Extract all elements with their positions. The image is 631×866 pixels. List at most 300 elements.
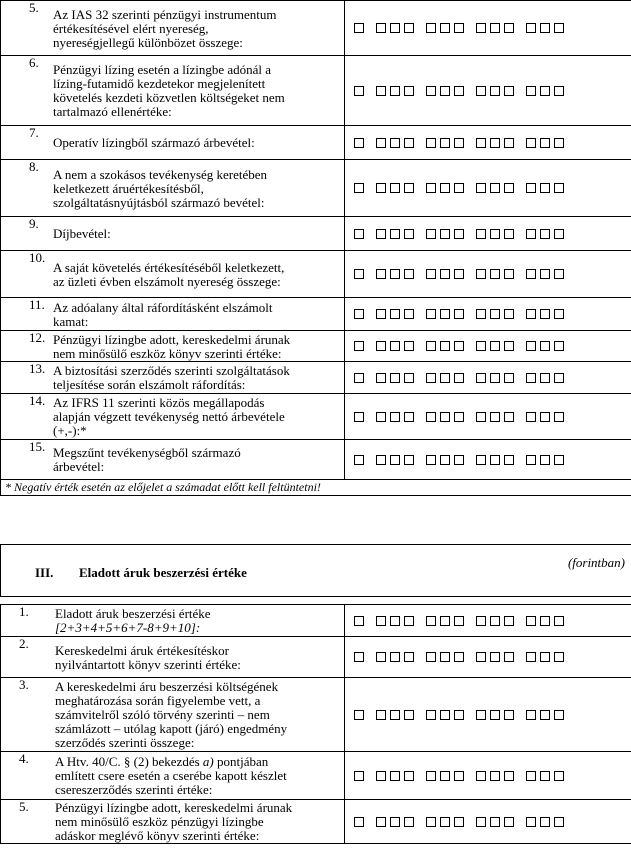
row-label: [1, 440, 345, 480]
digit-box[interactable]: [490, 23, 500, 33]
digit-box[interactable]: [554, 341, 564, 351]
digit-box[interactable]: [554, 269, 564, 279]
digit-box[interactable]: [540, 23, 550, 33]
row-text-line: meghatározása során figyelembe vett, a: [55, 693, 261, 708]
row-label: [1, 126, 345, 160]
section-number: III.: [35, 565, 54, 580]
row-text-line: szerződés szerinti összege:: [55, 735, 195, 750]
amount-boxes[interactable]: [345, 331, 631, 362]
digit-box[interactable]: [376, 138, 386, 148]
digit-box[interactable]: [554, 710, 564, 720]
amount-boxes[interactable]: [345, 126, 631, 160]
amount-boxes[interactable]: [345, 56, 631, 126]
row-text-line: A Htv. 40/C. § (2) bekezdés a) pontjában: [55, 754, 269, 769]
digit-box[interactable]: [504, 455, 514, 465]
row-text-line: követelés kezdeti közvetlen költségeket nem: [53, 90, 285, 105]
digit-box[interactable]: [540, 183, 550, 193]
digit-box[interactable]: [404, 455, 414, 465]
digit-box[interactable]: [390, 455, 400, 465]
amount-boxes[interactable]: [345, 1, 631, 56]
digit-box[interactable]: [476, 652, 486, 662]
digit-box[interactable]: [476, 817, 486, 827]
digit-box[interactable]: [526, 229, 536, 239]
digit-box[interactable]: [504, 616, 514, 626]
row-text-line: nem minősülő eszköz pénzügyi lízingbe: [55, 814, 264, 829]
digit-box[interactable]: [426, 412, 436, 422]
digit-box[interactable]: [354, 771, 364, 781]
digit-box[interactable]: [404, 373, 414, 383]
digit-box[interactable]: [476, 86, 486, 96]
row-label: [1, 251, 345, 298]
digit-box[interactable]: [376, 412, 386, 422]
row-number: 1.: [19, 604, 29, 619]
digit-box[interactable]: [554, 309, 564, 319]
digit-box[interactable]: [490, 373, 500, 383]
form-row: [1, 126, 631, 160]
digit-box[interactable]: [376, 229, 386, 239]
digit-box[interactable]: [476, 229, 486, 239]
digit-box[interactable]: [526, 86, 536, 96]
digit-box[interactable]: [526, 309, 536, 319]
amount-boxes[interactable]: [345, 251, 631, 298]
digit-box[interactable]: [476, 771, 486, 781]
row-label: [1, 394, 345, 440]
digit-box[interactable]: [440, 373, 450, 383]
digit-box[interactable]: [540, 616, 550, 626]
digit-box[interactable]: [504, 183, 514, 193]
row-text-line: Pénzügyi lízingbe adott, kereskedelmi árunak: [55, 800, 293, 815]
digit-box[interactable]: [404, 86, 414, 96]
digit-box[interactable]: [526, 652, 536, 662]
digit-box[interactable]: [390, 86, 400, 96]
digit-box[interactable]: [540, 229, 550, 239]
digit-box[interactable]: [490, 86, 500, 96]
digit-box[interactable]: [490, 269, 500, 279]
digit-box[interactable]: [504, 138, 514, 148]
digit-box[interactable]: [404, 269, 414, 279]
digit-box[interactable]: [426, 455, 436, 465]
digit-box[interactable]: [526, 269, 536, 279]
digit-box[interactable]: [426, 652, 436, 662]
digit-box[interactable]: [454, 23, 464, 33]
amount-boxes[interactable]: [345, 440, 631, 480]
digit-box[interactable]: [526, 771, 536, 781]
row-number: 12.: [29, 330, 46, 345]
digit-box[interactable]: [540, 455, 550, 465]
digit-box[interactable]: [390, 309, 400, 319]
digit-box[interactable]: [390, 710, 400, 720]
row-text-line: Az IAS 32 szerinti pénzügyi instrumentum: [53, 6, 277, 22]
amount-boxes[interactable]: [345, 678, 631, 752]
row-text-line: kamat:: [53, 313, 89, 329]
amount-boxes[interactable]: [345, 605, 631, 637]
digit-box[interactable]: [526, 710, 536, 720]
digit-box[interactable]: [426, 229, 436, 239]
row-number: 5.: [29, 0, 39, 15]
digit-box[interactable]: [526, 455, 536, 465]
digit-box[interactable]: [490, 771, 500, 781]
digit-box[interactable]: [540, 341, 550, 351]
digit-box[interactable]: [390, 373, 400, 383]
digit-box[interactable]: [354, 652, 364, 662]
digit-box[interactable]: [390, 341, 400, 351]
digit-box[interactable]: [404, 183, 414, 193]
digit-box[interactable]: [376, 455, 386, 465]
digit-box[interactable]: [490, 817, 500, 827]
form-row: [1, 440, 631, 480]
digit-box[interactable]: [426, 183, 436, 193]
digit-box[interactable]: [440, 269, 450, 279]
digit-box[interactable]: [426, 309, 436, 319]
digit-box[interactable]: [354, 817, 364, 827]
digit-box[interactable]: [354, 86, 364, 96]
row-text-line: árbevétel:: [53, 459, 105, 474]
form-row: [1, 56, 631, 126]
digit-box[interactable]: [454, 455, 464, 465]
digit-box[interactable]: [376, 373, 386, 383]
digit-box[interactable]: [540, 269, 550, 279]
form-row: [1, 678, 631, 752]
digit-box[interactable]: [526, 373, 536, 383]
digit-box[interactable]: [490, 412, 500, 422]
digit-box[interactable]: [376, 616, 386, 626]
digit-box[interactable]: [476, 455, 486, 465]
digit-box[interactable]: [440, 616, 450, 626]
row-text-line: adáskor meglévő könyv szerinti értéke:: [55, 828, 260, 843]
digit-box[interactable]: [440, 455, 450, 465]
digit-box[interactable]: [526, 817, 536, 827]
form-row: [1, 251, 631, 298]
spacer: [1, 597, 631, 605]
digit-box[interactable]: [540, 138, 550, 148]
digit-box[interactable]: [354, 138, 364, 148]
digit-box[interactable]: [404, 341, 414, 351]
digit-box[interactable]: [554, 455, 564, 465]
digit-box[interactable]: [504, 771, 514, 781]
digit-box[interactable]: [404, 23, 414, 33]
digit-box[interactable]: [476, 23, 486, 33]
digit-box[interactable]: [376, 341, 386, 351]
row-text-line: tartalmazó ellenértéke:: [53, 104, 172, 119]
row-text-line: lízing-futamidő kezdetekor megjelenített: [53, 76, 266, 91]
digit-box[interactable]: [426, 373, 436, 383]
row-number: 2.: [19, 636, 29, 651]
digit-box[interactable]: [476, 138, 486, 148]
digit-box[interactable]: [540, 652, 550, 662]
digit-box[interactable]: [540, 373, 550, 383]
digit-box[interactable]: [354, 23, 364, 33]
digit-box[interactable]: [404, 771, 414, 781]
digit-box[interactable]: [454, 412, 464, 422]
digit-box[interactable]: [426, 23, 436, 33]
digit-box[interactable]: [404, 309, 414, 319]
row-text-line: nem minősülő eszköz könyv szerinti értéke:: [53, 345, 282, 361]
digit-box[interactable]: [554, 138, 564, 148]
digit-box[interactable]: [404, 817, 414, 827]
digit-box[interactable]: [354, 455, 364, 465]
row-label: [1, 605, 345, 637]
digit-box[interactable]: [554, 229, 564, 239]
section-3-table: [0, 544, 631, 844]
digit-box[interactable]: [454, 86, 464, 96]
row-text-line: nyereségjellegű különbözet összege:: [53, 34, 243, 50]
digit-box[interactable]: [440, 341, 450, 351]
digit-box[interactable]: [526, 616, 536, 626]
digit-box[interactable]: [354, 229, 364, 239]
digit-box[interactable]: [354, 373, 364, 383]
digit-box[interactable]: [490, 455, 500, 465]
digit-box[interactable]: [490, 309, 500, 319]
digit-box[interactable]: [404, 652, 414, 662]
row-number: 8.: [29, 159, 39, 174]
digit-box[interactable]: [426, 138, 436, 148]
digit-box[interactable]: [440, 710, 450, 720]
digit-box[interactable]: [476, 373, 486, 383]
digit-box[interactable]: [426, 710, 436, 720]
digit-box[interactable]: [504, 817, 514, 827]
row-label: [1, 56, 345, 126]
digit-box[interactable]: [440, 771, 450, 781]
row-text-line: A kereskedelmi áru beszerzési költségének: [55, 679, 279, 694]
digit-box[interactable]: [376, 86, 386, 96]
digit-box[interactable]: [426, 817, 436, 827]
digit-box[interactable]: [454, 138, 464, 148]
digit-box[interactable]: [540, 309, 550, 319]
digit-box[interactable]: [454, 616, 464, 626]
digit-box[interactable]: [554, 652, 564, 662]
row-number: 14.: [29, 393, 46, 408]
digit-box[interactable]: [526, 183, 536, 193]
digit-box[interactable]: [454, 229, 464, 239]
digit-box[interactable]: [390, 817, 400, 827]
digit-box[interactable]: [440, 229, 450, 239]
row-text-line: alapján végzett tevékenység nettó árbevétele: [53, 409, 285, 424]
row-number: 6.: [29, 55, 39, 70]
digit-box[interactable]: [426, 616, 436, 626]
digit-box[interactable]: [390, 183, 400, 193]
digit-box[interactable]: [454, 373, 464, 383]
digit-box[interactable]: [554, 373, 564, 383]
digit-box[interactable]: [454, 652, 464, 662]
digit-box[interactable]: [540, 771, 550, 781]
digit-box[interactable]: [426, 771, 436, 781]
digit-box[interactable]: [390, 616, 400, 626]
form-row: [1, 394, 631, 440]
row-text-line: Pénzügyi lízingbe adott, kereskedelmi árunak: [53, 331, 291, 347]
digit-box[interactable]: [354, 616, 364, 626]
digit-box[interactable]: [554, 616, 564, 626]
digit-box[interactable]: [440, 86, 450, 96]
digit-box[interactable]: [390, 771, 400, 781]
row-label: [1, 752, 345, 800]
digit-box[interactable]: [476, 183, 486, 193]
digit-box[interactable]: [504, 229, 514, 239]
digit-box[interactable]: [376, 817, 386, 827]
digit-box[interactable]: [504, 86, 514, 96]
digit-box[interactable]: [440, 309, 450, 319]
digit-box[interactable]: [354, 183, 364, 193]
row-text-line: teljesítése során elszámolt ráfordítás:: [53, 377, 246, 392]
digit-box[interactable]: [490, 183, 500, 193]
digit-box[interactable]: [554, 86, 564, 96]
digit-box[interactable]: [454, 710, 464, 720]
row-number: 11.: [29, 297, 45, 312]
amount-boxes[interactable]: [345, 217, 631, 251]
row-label: [1, 160, 345, 217]
form-row: [1, 331, 631, 362]
digit-box[interactable]: [426, 269, 436, 279]
row-text-line: Operatív lízingből származó árbevétel:: [53, 135, 255, 150]
digit-box[interactable]: [426, 86, 436, 96]
unit-label: (forintban): [567, 555, 625, 570]
form-row: [1, 298, 631, 331]
row-label: [1, 678, 345, 752]
digit-box[interactable]: [554, 817, 564, 827]
amount-boxes[interactable]: [345, 298, 631, 331]
row-text-line: A nem a szokásos tevékenység keretében: [53, 166, 268, 182]
digit-box[interactable]: [526, 341, 536, 351]
digit-box[interactable]: [554, 183, 564, 193]
row-text-line: Díjbevétel:: [53, 226, 111, 241]
digit-box[interactable]: [404, 138, 414, 148]
digit-box[interactable]: [504, 652, 514, 662]
form-row: [1, 605, 631, 637]
row-number: 5.: [19, 799, 29, 814]
row-text-line: (+,-):*: [53, 423, 87, 438]
digit-box[interactable]: [490, 652, 500, 662]
digit-box[interactable]: [476, 616, 486, 626]
digit-box[interactable]: [376, 652, 386, 662]
digit-box[interactable]: [376, 309, 386, 319]
digit-box[interactable]: [476, 309, 486, 319]
digit-box[interactable]: [454, 183, 464, 193]
digit-box[interactable]: [440, 817, 450, 827]
form-row: [1, 1, 631, 56]
digit-box[interactable]: [376, 183, 386, 193]
digit-box[interactable]: [390, 138, 400, 148]
row-text-line: A biztosítási szerződés szerinti szolgáltatások: [53, 363, 290, 378]
digit-box[interactable]: [476, 412, 486, 422]
digit-box[interactable]: [504, 341, 514, 351]
row-number: 15.: [29, 439, 46, 454]
row-text-line: számvitelről szóló törvény szerinti – nem: [55, 707, 270, 722]
digit-box[interactable]: [540, 412, 550, 422]
digit-box[interactable]: [504, 269, 514, 279]
form-row: [1, 752, 631, 800]
digit-box[interactable]: [526, 412, 536, 422]
row-label: [1, 362, 345, 394]
digit-box[interactable]: [440, 138, 450, 148]
digit-box[interactable]: [404, 412, 414, 422]
digit-box[interactable]: [554, 771, 564, 781]
digit-box[interactable]: [376, 269, 386, 279]
digit-box[interactable]: [354, 309, 364, 319]
digit-box[interactable]: [504, 710, 514, 720]
digit-box[interactable]: [490, 710, 500, 720]
digit-box[interactable]: [540, 86, 550, 96]
digit-box[interactable]: [526, 138, 536, 148]
row-text-line: csereszerződés szerinti értéke:: [55, 782, 213, 797]
form-row: [1, 362, 631, 394]
row-text-line: Eladott áruk beszerzési értéke: [55, 606, 211, 621]
digit-box[interactable]: [490, 229, 500, 239]
digit-box[interactable]: [454, 771, 464, 781]
digit-box[interactable]: [390, 412, 400, 422]
digit-box[interactable]: [454, 817, 464, 827]
digit-box[interactable]: [476, 710, 486, 720]
digit-box[interactable]: [354, 341, 364, 351]
row-number: 10.: [29, 250, 46, 265]
amount-boxes[interactable]: [345, 394, 631, 440]
row-number: 7.: [29, 125, 39, 140]
digit-box[interactable]: [476, 341, 486, 351]
digit-box[interactable]: [376, 710, 386, 720]
digit-box[interactable]: [454, 269, 464, 279]
digit-box[interactable]: [504, 412, 514, 422]
digit-box[interactable]: [354, 412, 364, 422]
digit-box[interactable]: [390, 229, 400, 239]
digit-box[interactable]: [390, 269, 400, 279]
digit-box[interactable]: [540, 710, 550, 720]
row-text-line: nyilvántartott könyv szerinti értéke:: [55, 656, 241, 672]
digit-box[interactable]: [490, 616, 500, 626]
digit-box[interactable]: [490, 341, 500, 351]
row-label: [1, 331, 345, 362]
row-label: [1, 298, 345, 331]
digit-box[interactable]: [540, 817, 550, 827]
digit-box[interactable]: [476, 269, 486, 279]
row-text-line: Megszűnt tevékenységből származó: [53, 445, 241, 460]
digit-box[interactable]: [554, 412, 564, 422]
row-text-line: [2+3+4+5+6+7-8+9+10]:: [55, 620, 201, 635]
digit-box[interactable]: [526, 23, 536, 33]
section-header: [1, 545, 631, 597]
digit-box[interactable]: [404, 616, 414, 626]
row-label: [1, 800, 345, 844]
digit-box[interactable]: [390, 23, 400, 33]
amount-boxes[interactable]: [345, 160, 631, 217]
digit-box[interactable]: [404, 229, 414, 239]
digit-box[interactable]: [440, 183, 450, 193]
amount-boxes[interactable]: [345, 362, 631, 394]
row-number: 3.: [19, 677, 29, 692]
amount-boxes[interactable]: [345, 800, 631, 844]
row-text-line: említett csere esetén a cserébe kapott készlet: [55, 768, 287, 783]
digit-box[interactable]: [376, 771, 386, 781]
digit-box[interactable]: [440, 412, 450, 422]
digit-box[interactable]: [354, 269, 364, 279]
row-text-line: A saját követelés értékesítéséből keletkezett,: [53, 259, 285, 275]
digit-box[interactable]: [504, 23, 514, 33]
digit-box[interactable]: [390, 652, 400, 662]
digit-box[interactable]: [404, 710, 414, 720]
digit-box[interactable]: [440, 23, 450, 33]
digit-box[interactable]: [440, 652, 450, 662]
digit-box[interactable]: [490, 138, 500, 148]
row-number: 4.: [19, 751, 29, 766]
digit-box[interactable]: [454, 309, 464, 319]
amount-boxes[interactable]: [345, 637, 631, 678]
amount-boxes[interactable]: [345, 752, 631, 800]
digit-box[interactable]: [454, 341, 464, 351]
digit-box[interactable]: [504, 373, 514, 383]
digit-box[interactable]: [426, 341, 436, 351]
digit-box[interactable]: [354, 710, 364, 720]
row-text-line: Kereskedelmi áruk értékesítéskor: [55, 642, 229, 658]
digit-box[interactable]: [376, 23, 386, 33]
digit-box[interactable]: [504, 309, 514, 319]
digit-box[interactable]: [554, 23, 564, 33]
